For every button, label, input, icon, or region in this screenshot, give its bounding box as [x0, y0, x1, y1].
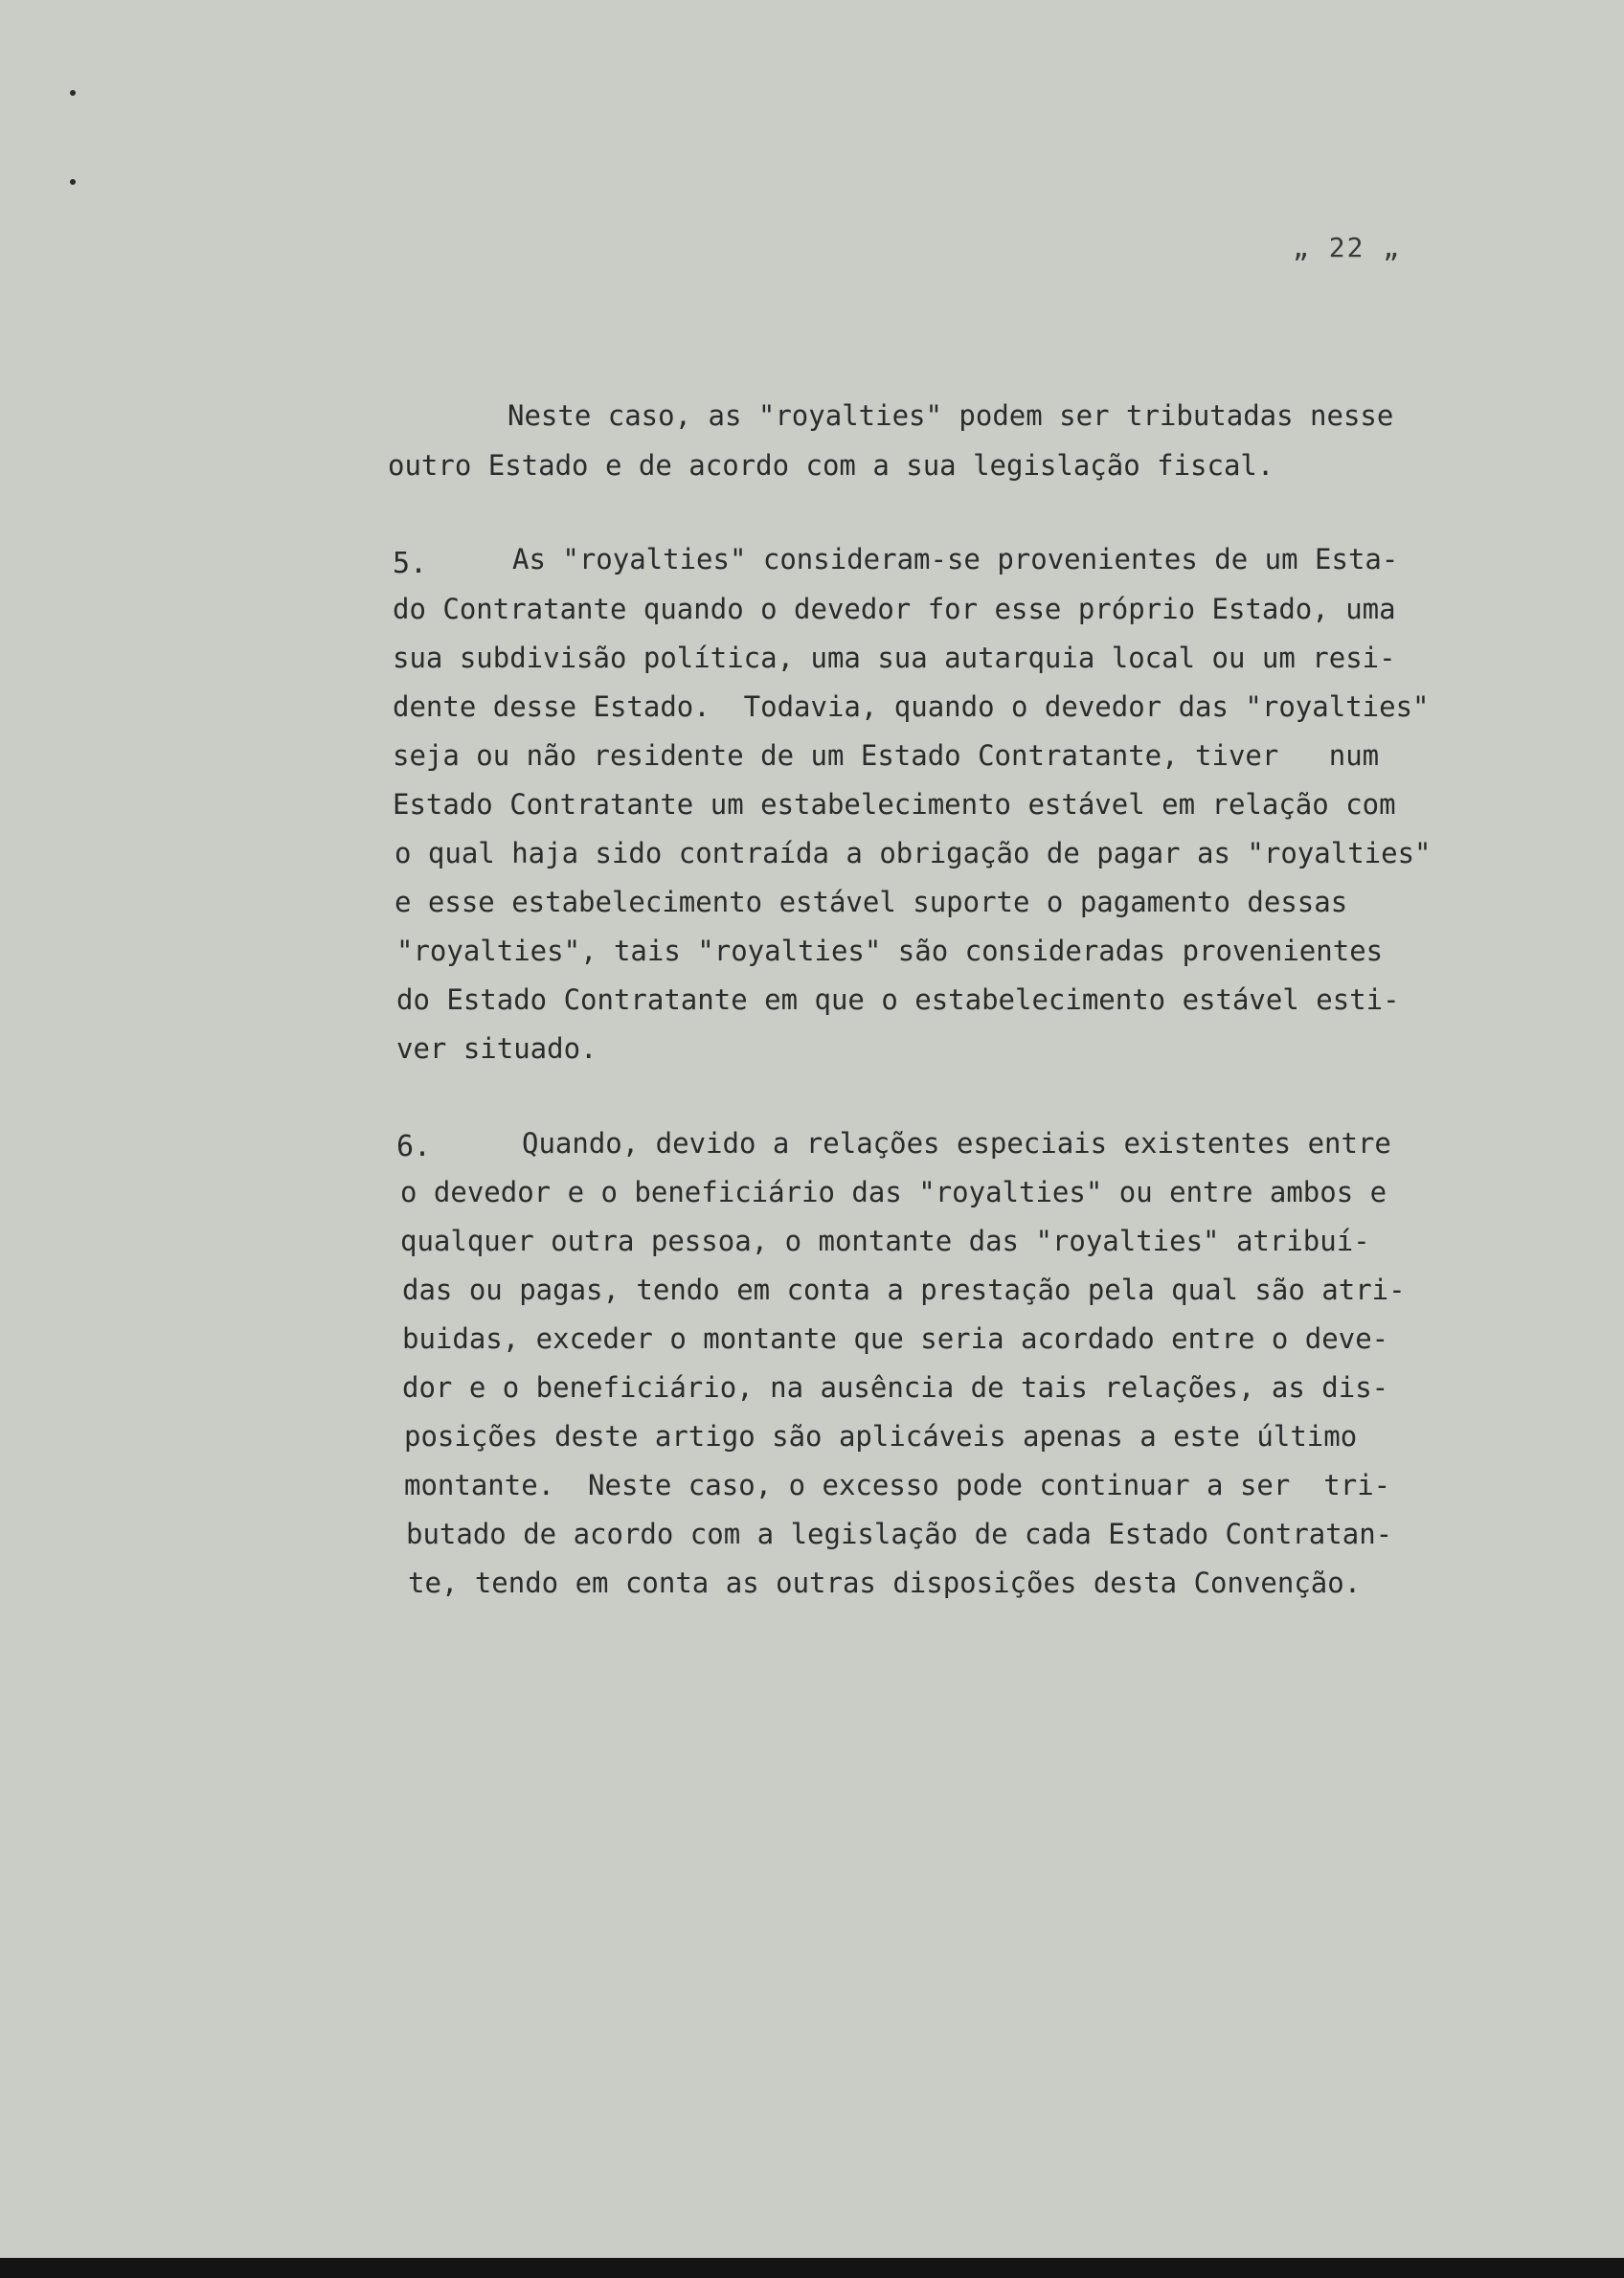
text-line: o qual haja sido contraída a obrigação de pagar as "royalties": [395, 837, 1432, 869]
text-line: do Estado Contratante em que o estabelecimento estável esti-: [396, 983, 1400, 1016]
text-line: Estado Contratante um estabelecimento estável em relação com: [393, 788, 1396, 821]
text-line: outro Estado e de acordo com a sua legislação fiscal.: [388, 449, 1274, 482]
text-line: buidas, exceder o montante que seria acordado entre o deve-: [402, 1322, 1389, 1355]
text-line: e esse estabelecimento estável suporte o pagamento dessas: [395, 886, 1348, 918]
text-line: Neste caso, as "royalties" podem ser tributadas nesse: [508, 399, 1394, 432]
text-line: do Contratante quando o devedor for esse próprio Estado, uma: [393, 593, 1396, 625]
paragraph-number: 5.: [393, 547, 428, 580]
text-line: As "royalties" consideram-se provenientes de um Esta-: [512, 543, 1399, 575]
text-line: te, tendo em conta as outras disposições desta Convenção.: [408, 1567, 1362, 1599]
text-line: seja ou não residente de um Estado Contratante, tiver num: [393, 739, 1380, 772]
text-line: dor e o beneficiário, na ausência de tais relações, as dis-: [402, 1371, 1389, 1404]
text-line: butado de acordo com a legislação de cada Estado Contratan-: [406, 1518, 1393, 1550]
text-line: sua subdivisão política, uma sua autarquia local ou um resi-: [393, 642, 1396, 674]
text-line: das ou pagas, tendo em conta a prestação pela qual são atri-: [402, 1274, 1406, 1306]
text-line: montante. Neste caso, o excesso pode continuar a ser tri-: [404, 1469, 1391, 1501]
text-line: o devedor e o beneficiário das "royalties" ou entre ambos e: [400, 1176, 1387, 1208]
paragraph-number: 6.: [396, 1130, 432, 1163]
text-line: Quando, devido a relações especiais existentes entre: [522, 1127, 1391, 1160]
text-line: posições deste artigo são aplicáveis apenas a este último: [404, 1420, 1358, 1453]
scan-edge: [0, 2258, 1624, 2278]
page-number: „ 22 „: [1293, 232, 1402, 263]
text-line: ver situado.: [396, 1032, 598, 1065]
punch-mark-bottom: [70, 179, 76, 185]
text-line: dente desse Estado. Todavia, quando o devedor das "royalties": [393, 690, 1430, 723]
text-line: "royalties", tais "royalties" são consideradas provenientes: [396, 935, 1384, 967]
text-line: qualquer outra pessoa, o montante das "royalties" atribuí-: [400, 1225, 1370, 1257]
punch-mark-top: [70, 90, 76, 96]
